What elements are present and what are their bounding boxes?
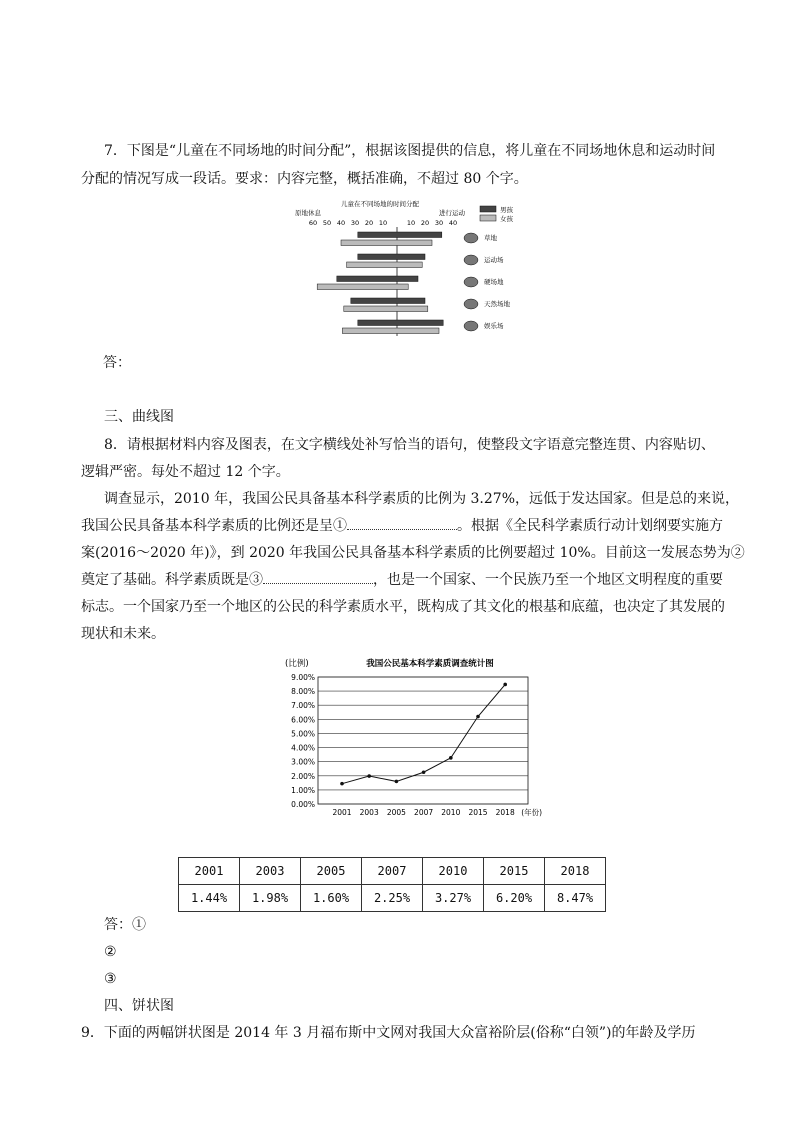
x-tick-label: 2018 <box>495 808 515 817</box>
venue-icon <box>464 299 478 309</box>
section4-title: 四、饼状图 <box>104 998 174 1014</box>
blank-3[interactable] <box>263 571 373 584</box>
venue-icon <box>464 321 478 331</box>
table-year-cell: 2003 <box>240 858 301 885</box>
legend-label: 女孩 <box>500 215 513 223</box>
q7-line2: 分配的情况写成一段话。要求：内容完整，概括准确，不超过 80 个字。 <box>81 171 528 187</box>
data-point <box>476 715 480 719</box>
line-chart-title: 我国公民基本科学素质调查统计图 <box>366 659 494 669</box>
bar-boy <box>358 232 442 238</box>
x-tick-label: 2001 <box>332 808 352 817</box>
q8-p2-start: 我国公民具备基本科学素质的比例还是呈① <box>81 518 347 534</box>
data-point <box>367 774 371 778</box>
q8-answer-1: 答：① <box>104 917 146 933</box>
y-tick-label: 7.00% <box>291 701 315 711</box>
venue-icon <box>464 277 478 287</box>
table-value-cell: 1.98% <box>240 885 301 912</box>
table-value-cell: 1.44% <box>179 885 240 912</box>
y-tick-label: 3.00% <box>291 757 315 767</box>
q7-answer-label: 答： <box>103 355 131 371</box>
blank-1[interactable] <box>347 517 457 530</box>
q8-p2-end: 。根据《全民科学素质行动计划纲要实施方 <box>457 518 723 534</box>
section3-title: 三、曲线图 <box>104 409 174 425</box>
q8-p4-end: ，也是一个国家、一个民族乃至一个地区文明程度的重要 <box>373 572 723 588</box>
value-row <box>179 885 606 912</box>
rest-label: 原地休息 <box>295 209 321 217</box>
bar-boy <box>358 254 425 260</box>
x-tick-label: 60 <box>308 219 318 227</box>
table-year-cell: 2001 <box>179 858 240 885</box>
data-point <box>449 756 453 760</box>
legend-swatch <box>480 215 496 221</box>
table-year-cell: 2007 <box>362 858 423 885</box>
y-axis-title: (比例) <box>285 659 309 669</box>
children-time-bar-chart <box>290 198 530 338</box>
y-tick-label: 6.00% <box>291 715 315 725</box>
venue-icon <box>464 255 478 265</box>
y-tick-label: 8.00% <box>291 687 315 697</box>
data-point <box>395 780 399 784</box>
table-value-cell: 6.20% <box>484 885 545 912</box>
category-label: 草地 <box>484 234 497 242</box>
y-tick-label: 5.00% <box>291 729 315 739</box>
x-tick-label: 10 <box>378 219 388 227</box>
q8-answer-3: ③ <box>104 971 117 987</box>
bar-girl <box>344 306 428 312</box>
y-tick-label: 9.00% <box>291 673 315 682</box>
x-tick-label: 2015 <box>468 808 488 817</box>
year-row <box>179 858 606 885</box>
legend-label: 男孩 <box>500 206 513 214</box>
x-tick-label: 20 <box>420 219 430 227</box>
table-year-cell: 2015 <box>484 858 545 885</box>
x-tick-label: 10 <box>406 219 416 227</box>
table-value-cell: 2.25% <box>362 885 423 912</box>
x-tick-label: 50 <box>322 219 332 227</box>
table-value-cell: 3.27% <box>423 885 484 912</box>
x-tick-label: 40 <box>336 219 346 227</box>
bar-boy <box>337 276 418 282</box>
plot-frame <box>318 677 528 804</box>
y-tick-label: 4.00% <box>291 743 315 753</box>
x-tick-label: 2007 <box>414 808 434 817</box>
x-tick-label: 2010 <box>441 808 461 817</box>
move-label: 进行运动 <box>439 209 465 217</box>
data-point <box>340 782 344 786</box>
y-tick-label: 2.00% <box>291 771 315 781</box>
q8-line1: 8．请根据材料内容及图表，在文字横线处补写恰当的语句，使整段文字语意完整连贯、内容贴切、 <box>104 437 715 453</box>
category-label: 娱乐场 <box>484 322 504 330</box>
category-label: 硬场地 <box>484 278 504 286</box>
table-year-cell: 2010 <box>423 858 484 885</box>
bar-girl <box>347 262 423 268</box>
bar-chart-title: 儿童在不同场地的时间分配 <box>341 200 419 208</box>
q8-p5: 标志。一个国家乃至一个地区的公民的科学素质水平，既构成了其文化的根基和底蕴，也决定了其发展的 <box>81 599 725 615</box>
bar-boy <box>358 320 443 326</box>
y-tick-label: 1.00% <box>291 785 315 795</box>
bar-boy <box>351 298 425 304</box>
table-value-cell: 8.47% <box>545 885 606 912</box>
x-tick-label: 40 <box>448 219 458 227</box>
q8-p6: 现状和未来。 <box>81 626 165 642</box>
data-point <box>422 770 426 774</box>
q8-p2 <box>81 517 723 535</box>
x-tick-label: 30 <box>434 219 444 227</box>
bar-girl <box>317 284 408 290</box>
x-tick-label: 30 <box>350 219 360 227</box>
q8-p3: 案(2016～2020 年)》，到 2020 年我国公民具备基本科学素质的比例要超过 10%。目前这一发展态势为② <box>81 545 745 561</box>
data-point <box>503 683 507 687</box>
table-year-cell: 2018 <box>545 858 606 885</box>
series-line <box>342 684 505 783</box>
category-label: 运动场 <box>484 256 504 264</box>
venue-icon <box>464 233 478 243</box>
table-year-cell: 2005 <box>301 858 362 885</box>
y-tick-label: 0.00% <box>291 800 315 809</box>
science-literacy-line-chart <box>280 655 570 823</box>
bar-girl <box>341 240 432 246</box>
x-tick-label: 20 <box>364 219 374 227</box>
q7-line1: 7．下图是“儿童在不同场地的时间分配”，根据该图提供的信息，将儿童在不同场地休息和运动时间 <box>104 143 716 159</box>
q8-p4-start: 奠定了基础。科学素质既是③ <box>81 572 263 588</box>
x-tick-label: 2003 <box>359 808 379 817</box>
category-label: 天然场地 <box>484 300 510 308</box>
x-tick-label: 2005 <box>386 808 406 817</box>
q8-line2: 逻辑严密。每处不超过 12 个字。 <box>81 464 290 480</box>
science-literacy-table <box>178 857 606 912</box>
q8-answer-2: ② <box>104 944 117 960</box>
bar-girl <box>342 328 439 334</box>
legend-swatch <box>480 206 496 212</box>
table-value-cell: 1.60% <box>301 885 362 912</box>
q9-line1: 9．下面的两幅饼状图是 2014 年 3 月福布斯中文网对我国大众富裕阶层(俗称“白领”)的年龄及学历 <box>81 1025 696 1041</box>
x-axis-title: (年份) <box>521 808 543 817</box>
q8-p1: 调查显示，2010 年，我国公民具备基本科学素质的比例为 3.27%，远低于发达国家。但是总的来说， <box>104 491 740 507</box>
q8-p4 <box>81 571 723 589</box>
